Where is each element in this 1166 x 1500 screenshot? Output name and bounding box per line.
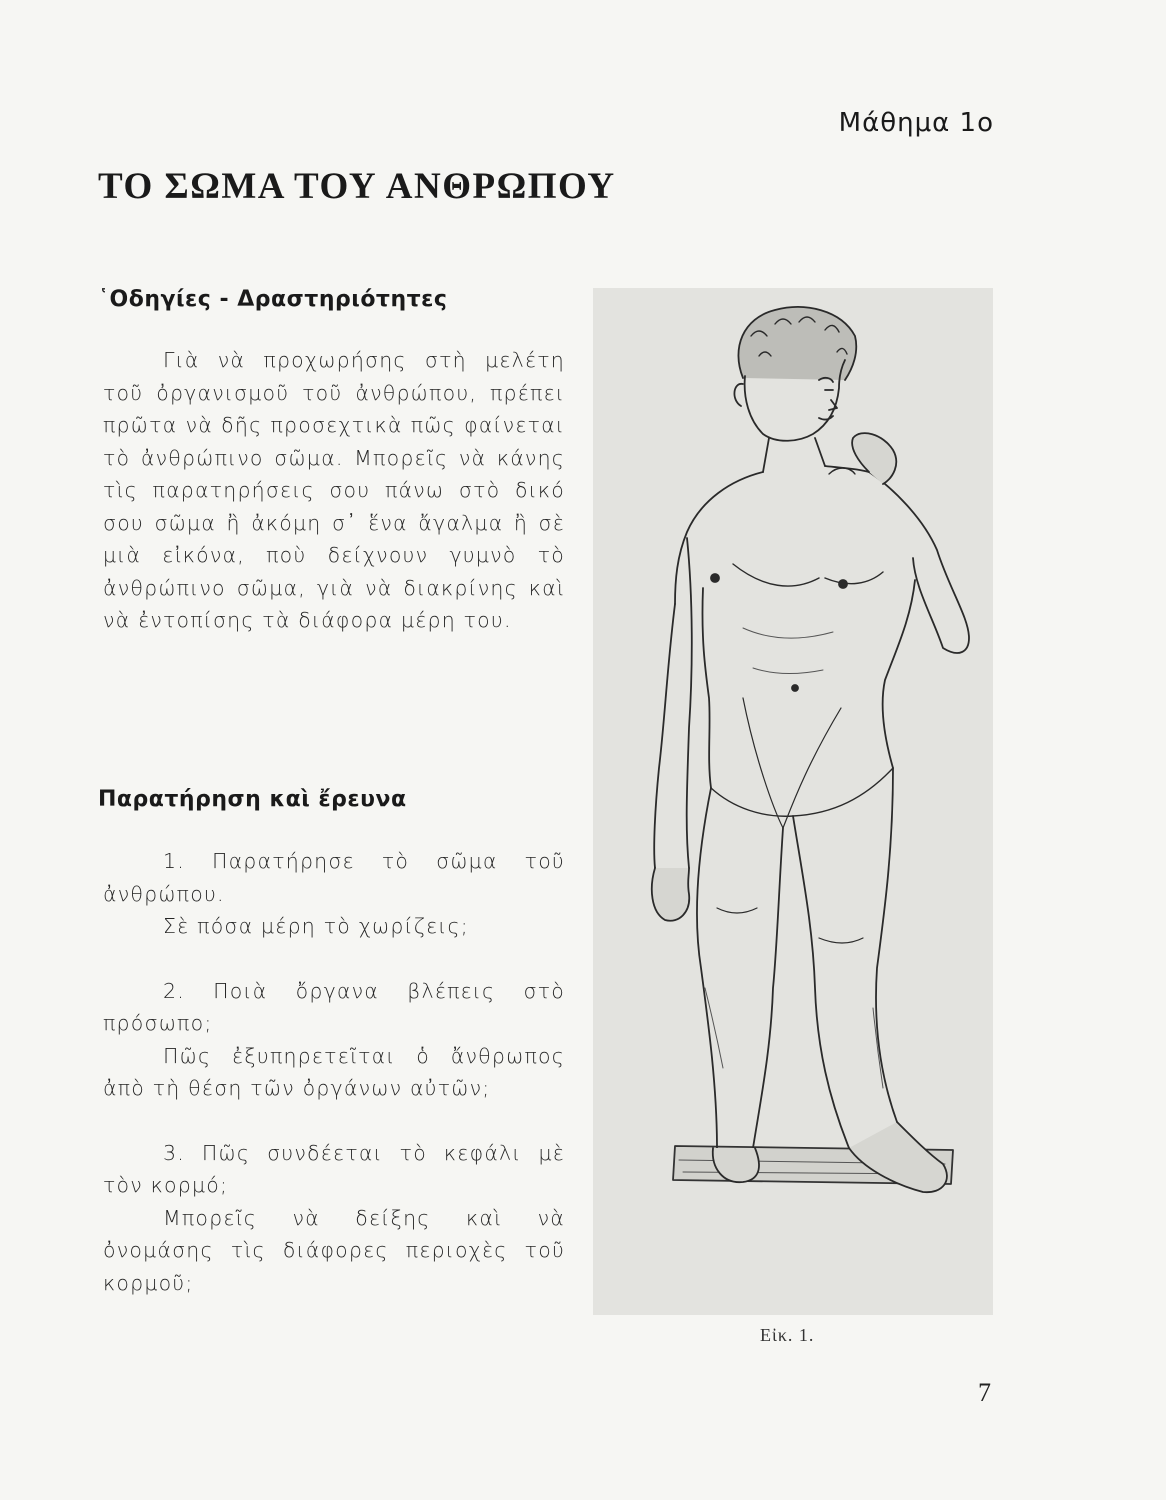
page-number: 7 bbox=[978, 1378, 991, 1407]
question-3-sub: Μπορεῖς νὰ δείξης καὶ νὰ ὀνομάσης τὶς διάφορες περιοχὲς τοῦ κορμοῦ; bbox=[103, 1205, 565, 1295]
question-3: 3. Πῶς συνδέεται τὸ κεφάλι μὲ τὸν κορμό; bbox=[103, 1140, 565, 1197]
question-2-sub: Πῶς ἐξυπηρετεῖται ὁ ἄνθρωπος ἀπὸ τὴ θέση τῶν ὀργάνων αὐτῶν; bbox=[103, 1043, 565, 1100]
statue-drawing bbox=[593, 288, 993, 1315]
section-heading-instructions: ῾Οδηγίες - Δραστηριότητες bbox=[98, 287, 448, 312]
question-1: 1. Παρατήρησε τὸ σῶμα τοῦ ἀνθρώπου. bbox=[103, 849, 565, 906]
question-2: 2. Ποιὰ ὄργανα βλέπεις στὸ πρόσωπο; bbox=[103, 978, 565, 1035]
instructions-paragraph: Γιὰ νὰ προχωρήσης στὴ μελέτη τοῦ ὀργανισμοῦ τοῦ ἀνθρώπου, πρέπει πρῶτα νὰ δῆς προσεχτικὰ πῶς φαίνεται τὸ ἀνθρώπινο σῶμα. Μπορεῖς νὰ κάνης τὶς παρατηρήσεις σου πάνω στὸ δικό σου σῶμα ἢ ἀκόμη σ᾽ ἕνα ἄγαλμα ἢ σὲ μιὰ εἰκόνα, ποὺ δείχνουν γυμνὸ τὸ ἀνθρώπινο σῶμα, γιὰ νὰ διακρίνης καὶ νὰ ἐντοπίσης τὰ διάφορα μέρη του. bbox=[103, 348, 565, 632]
question-1-sub: Σὲ πόσα μέρη τὸ χωρίζεις; bbox=[163, 914, 469, 938]
statue-figure bbox=[593, 288, 993, 1315]
section-heading-observation: Παρατήρηση καὶ ἔρευνα bbox=[98, 787, 407, 812]
instructions-text bbox=[103, 344, 565, 637]
observation-questions bbox=[103, 845, 565, 1299]
page-title: ΤΟ ΣΩΜΑ ΤΟΥ ΑΝΘΡΩΠΟΥ bbox=[98, 166, 616, 207]
lesson-label: Μάθημα 1ο bbox=[838, 108, 994, 138]
figure-caption: Εἰκ. 1. bbox=[760, 1325, 815, 1345]
